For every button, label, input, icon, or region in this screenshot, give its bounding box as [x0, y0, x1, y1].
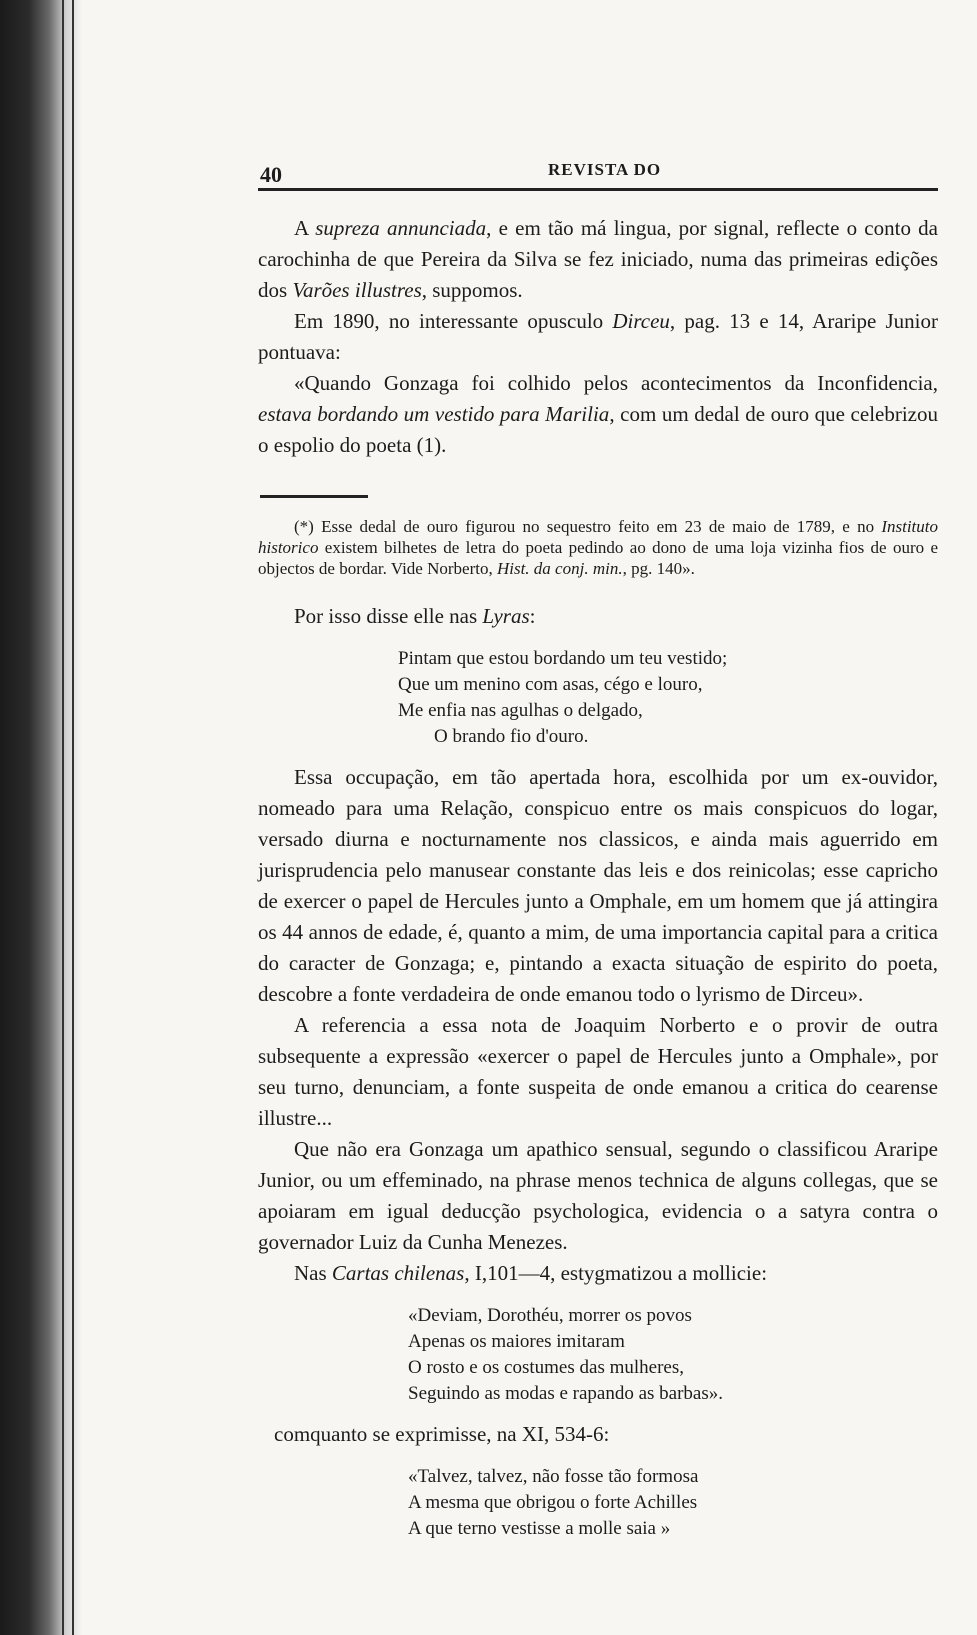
- text-run: Que não era Gonzaga um apathico sensual, segundo o classificou Araripe Junior, ou um effeminado, na phrase menos technica de alguns collegas, que se apoiaram em igual deducção psychologica, evidencia o a satyra contra o governador Luiz da Cunha Menezes.: [258, 1137, 938, 1254]
- paragraph-lyras-intro: [258, 601, 938, 632]
- paragraph-xi-intro: comquanto se exprimisse, na XI, 534-6:: [274, 1422, 610, 1446]
- text-run: , suppomos.: [421, 278, 523, 302]
- italic-text: Dirceu: [612, 309, 670, 333]
- page: [258, 150, 938, 1554]
- text-run: Essa occupação, em tão apertada hora, escolhida por um ex-ouvidor, nomeado para uma Relação, conspicuo entre os mais conspicuos do logar, versado diurna e nocturnamente nos classicos, e ainda mais aguerrido em jurisprudencia pelo manusear constante das leis e dos reinicolas; esse capricho de exercer o papel de Hercules junto a Omphale, em um homem que já attingira os 44 annos de edade, é, quanto a mim, de uma importancia capital para a critica do caracter de Gonzaga; e, pintando a exacta situação de espirito do poeta, descobre a fonte verdadeira de onde emanou todo o lyrismo de Dirceu».: [258, 765, 938, 1006]
- text-run: , pag. 13 e 14, Araripe Junior pontuava:: [258, 309, 938, 364]
- header-rule: [258, 188, 938, 191]
- text-run: existem bilhetes de letra do poeta pedindo ao dono de uma loja vizinha fios de ouro e objectos de bordar. Vide Norberto,: [258, 538, 938, 578]
- italic-text: supreza annunciada: [315, 216, 487, 240]
- main-text: [258, 213, 938, 1542]
- text-run: «Quando Gonzaga foi colhido pelos acontecimentos da Inconfidencia,: [294, 371, 938, 395]
- page-number: 40: [260, 162, 282, 187]
- text-run: , e em tão má lingua, por signal, reflecte o conto da carochinha de que Pereira da Silva se fez iniciado, numa das primeiras edições dos: [258, 216, 938, 302]
- spine-line: [62, 0, 64, 1635]
- text-run: Em 1890, no interessante opusculo: [294, 309, 613, 333]
- verse-block-xi: [258, 1464, 938, 1542]
- paragraph: [258, 1134, 938, 1258]
- italic-text: Instituto historico: [258, 517, 938, 557]
- verse-line: A mesma que obrigou o forte Achilles: [408, 1492, 698, 1513]
- paragraph: [258, 213, 938, 306]
- text-run: (*) Esse dedal de ouro figurou no sequestro feito em 23 de maio de 1789, e no: [294, 517, 882, 536]
- text-run: :: [529, 604, 536, 628]
- verse-line: O rosto e os costumes das mulheres,: [408, 1357, 684, 1378]
- text-run: , I,101—4, estygmatizou a mollicie:: [464, 1261, 768, 1285]
- footnote-rule: [260, 495, 368, 498]
- italic-text: Varões illustres: [292, 278, 422, 302]
- verse-block-lyras: [258, 646, 938, 750]
- book-spine-shadow: [0, 0, 82, 1635]
- text-run: Nas: [294, 1261, 332, 1285]
- text-run: , com um dedal de ouro que celebrizou o espolio do poeta (1).: [258, 402, 939, 457]
- paragraph: [258, 1010, 938, 1134]
- verse-line: Apenas os maiores imitaram: [408, 1331, 625, 1352]
- verse-line: A que terno vestisse a molle saia »: [408, 1518, 671, 1539]
- verse-line: O brando fio d'ouro.: [434, 726, 589, 747]
- spine-line: [72, 0, 74, 1635]
- italic-text: estava bordando um vestido para Marilia: [258, 402, 610, 426]
- verse-line: «Deviam, Dorothéu, morrer os povos: [408, 1305, 692, 1326]
- paragraph: [258, 306, 938, 368]
- paragraph: [258, 762, 938, 1010]
- text-run: Por isso disse elle nas: [294, 604, 483, 628]
- italic-text: Cartas chilenas: [331, 1261, 465, 1285]
- text-run: , pg. 140».: [622, 559, 695, 578]
- italic-text: Hist. da conj. min.: [496, 559, 623, 578]
- verse-block-cartas: [258, 1303, 938, 1407]
- paragraph: [258, 368, 938, 461]
- verse-line: «Talvez, talvez, não fosse tão formosa: [408, 1466, 699, 1487]
- text-run: A: [294, 216, 316, 240]
- verse-line: Seguindo as modas e rapando as barbas».: [408, 1383, 724, 1404]
- verse-line: Me enfia nas agulhas o delgado,: [398, 700, 643, 721]
- footnote: [258, 516, 938, 579]
- verse-line: Que um menino com asas, cégo e louro,: [398, 674, 703, 695]
- running-head: [258, 150, 938, 187]
- paragraph-cartas-intro: [258, 1258, 938, 1289]
- text-run: A referencia a essa nota de Joaquim Norberto e o provir de outra subsequente a expressão «exercer o papel de Hercules junto a Omphale», por seu turno, denunciam, a fonte suspeita de onde emanou a critica do cearense illustre...: [258, 1013, 938, 1130]
- running-title: REVISTA DO: [548, 160, 662, 179]
- verse-line: Pintam que estou bordando um teu vestido;: [398, 648, 728, 669]
- italic-text: Lyras: [482, 604, 530, 628]
